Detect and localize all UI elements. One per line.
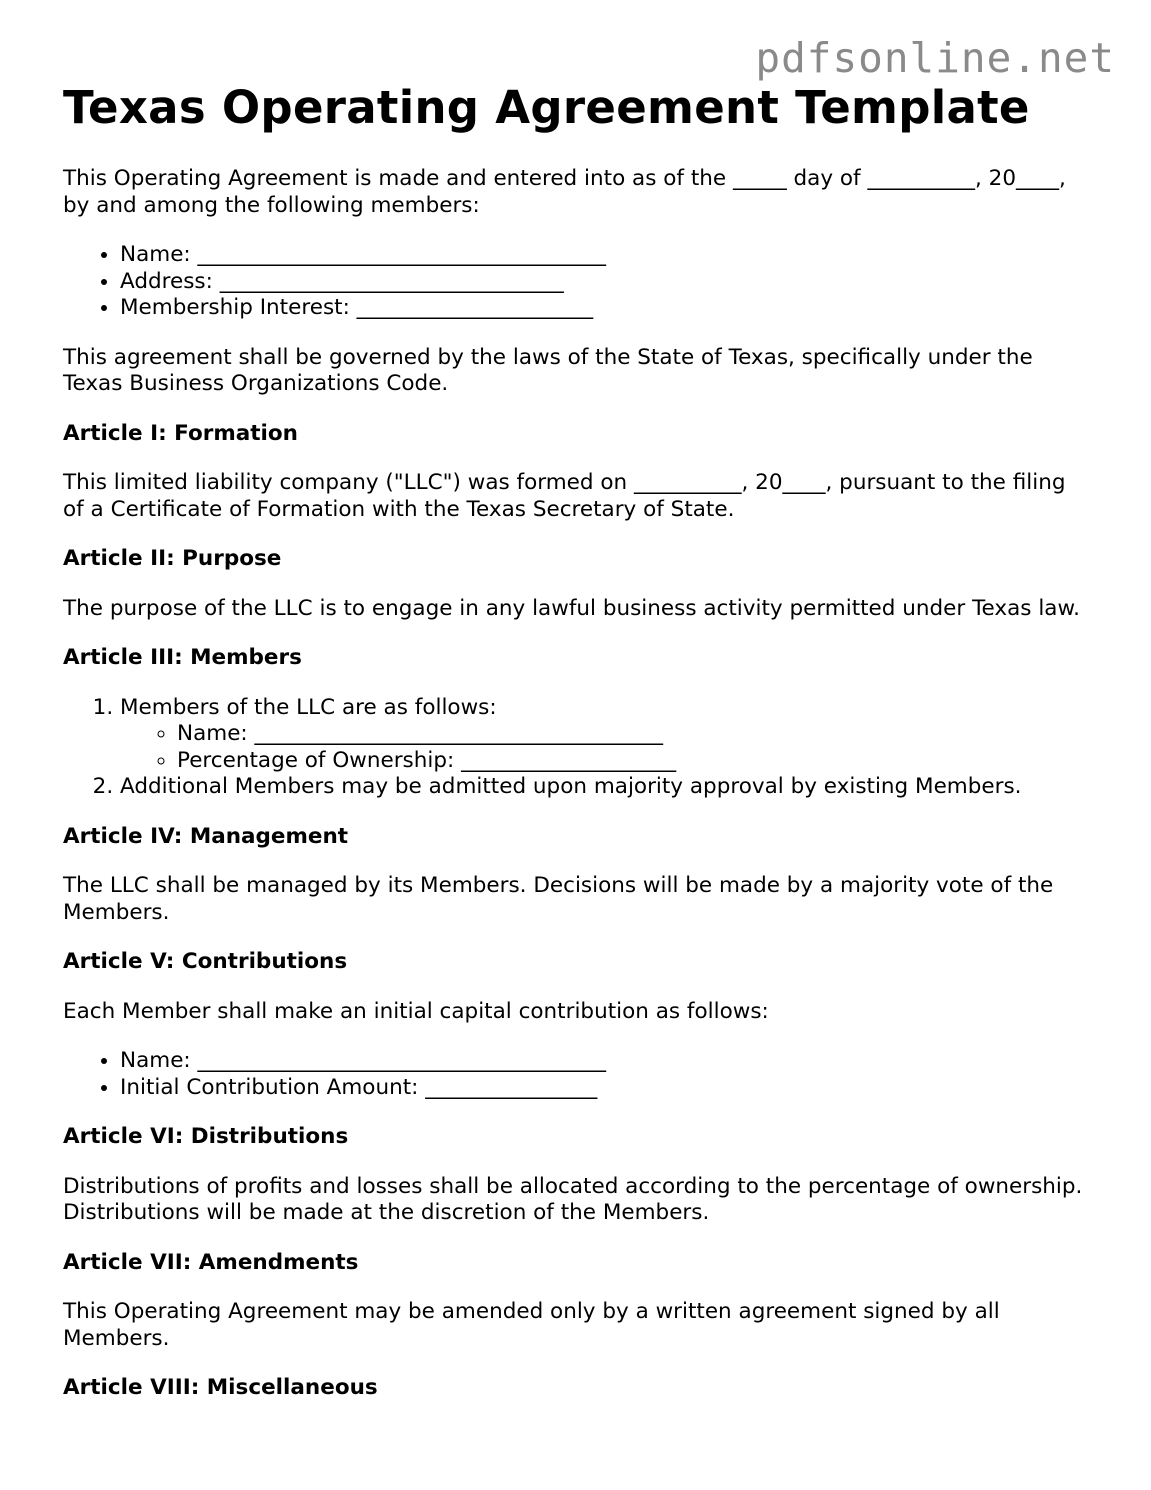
members-name-field: ◦ Name: ______________________________________	[177, 721, 1093, 748]
article-contributions-heading: Article V: Contributions	[63, 949, 348, 974]
article-members-heading: Article III: Members	[63, 645, 302, 670]
intro-paragraph: This Operating Agreement is made and entered into as of the _____ day of __________, 20____, by and among the following members:	[63, 166, 1066, 218]
article-management-heading: Article IV: Management	[63, 823, 349, 849]
members-list-item: 2. Additional Members may be admitted upon majority approval by existing Members.	[120, 774, 1093, 801]
member-fields-list	[63, 242, 1093, 322]
watermark: pdfsonline.net	[755, 34, 1115, 82]
article-distributions-heading: Article VI: Distributions	[63, 1124, 349, 1149]
article-miscellaneous-heading: Article VIII: Miscellaneous	[63, 1375, 378, 1400]
article-amendments-text: This Operating Agreement may be amended only by a written agreement signed by all Members.	[63, 1299, 1000, 1351]
member-name-field: • Name: ______________________________________	[120, 242, 1093, 269]
members-ownership-field: ◦ Percentage of Ownership: ____________________	[177, 748, 1093, 775]
article-purpose-heading: Article II: Purpose	[63, 546, 282, 571]
article-members-list	[63, 695, 1093, 801]
article-amendments-heading: Article VII: Amendments	[63, 1249, 359, 1275]
article-purpose-text: The purpose of the LLC is to engage in any lawful business activity permitted under Texas law.	[63, 595, 1080, 621]
article-distributions-text: Distributions of profits and losses shall be allocated according to the percentage of ownership. Distributions will be made at the discretion of the Members.	[63, 1173, 1083, 1225]
contribution-name-field: • Name: ______________________________________	[120, 1048, 1093, 1075]
article-contributions-text: Each Member shall make an initial capital contribution as follows:	[63, 998, 769, 1024]
governing-law-paragraph: This agreement shall be governed by the laws of the State of Texas, specifically under the Texas Business Organizations Code.	[63, 344, 1033, 396]
article-formation-text: This limited liability company ("LLC") was formed on __________, 20____, pursuant to the filing of a Certificate of Formation with the Texas Secretary of State.	[63, 470, 1066, 522]
document-title: Texas Operating Agreement Template	[63, 81, 1030, 134]
member-address-field: • Address: ________________________________	[120, 269, 1093, 296]
members-sublist	[120, 721, 1093, 774]
members-list-item	[120, 695, 1093, 775]
members-list-item-text: Members of the LLC are as follows:	[120, 694, 497, 720]
article-management-text: The LLC shall be managed by its Members. Decisions will be made by a majority vote of the Members.	[63, 873, 1054, 925]
contribution-fields-list	[63, 1048, 1093, 1101]
document-page	[63, 82, 1093, 1425]
article-formation-heading: Article I: Formation	[63, 420, 298, 446]
membership-interest-field: • Membership Interest: ______________________	[120, 295, 1093, 322]
contribution-amount-field: • Initial Contribution Amount: ________________	[120, 1075, 1093, 1102]
